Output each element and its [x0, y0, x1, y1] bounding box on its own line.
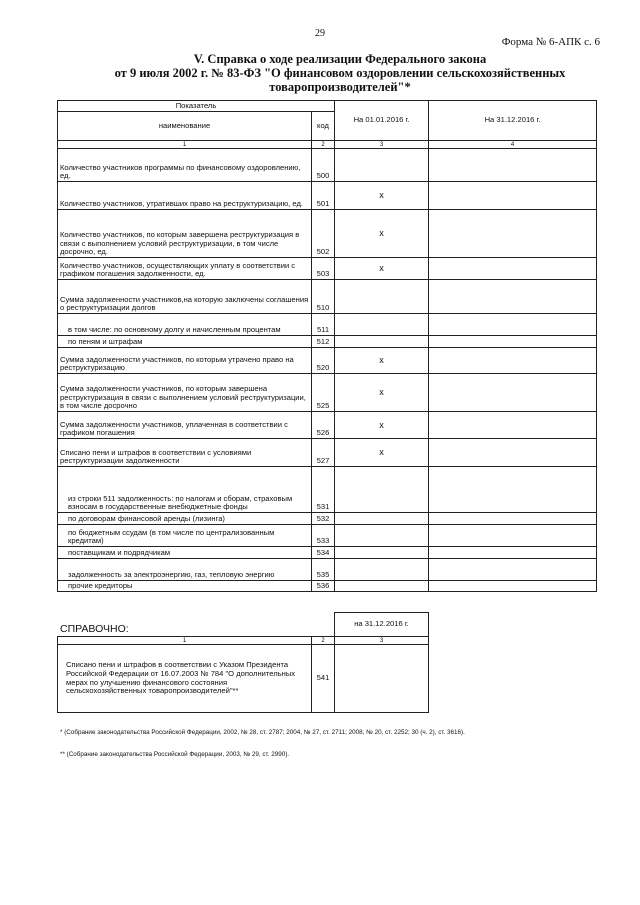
- row-code: 532: [312, 513, 335, 525]
- row-value-end: [429, 439, 597, 467]
- row-value-end: [429, 581, 597, 592]
- row-code: 531: [312, 467, 335, 513]
- row-value-start: x: [335, 258, 429, 280]
- main-table: [57, 100, 597, 592]
- footnote: * (Собрание законодательства Российской Федерации, 2002, № 28, ст. 2787; 2004, № 27, ст. 2711; 2008, № 20, ст. 2252; 30 (ч. 2), ст. 3616).: [60, 729, 465, 736]
- row-code: 534: [312, 547, 335, 559]
- row-value-end: [429, 348, 597, 374]
- footnote: ** (Собрание законодательства Российской Федерации, 2003, № 29, ст. 2990).: [60, 751, 290, 758]
- row-value-end: [429, 210, 597, 258]
- row-code: 520: [312, 348, 335, 374]
- table-row: [58, 149, 597, 182]
- row-value-end: [429, 559, 597, 581]
- form-reference: Форма № 6-АПК с. 6: [501, 36, 600, 48]
- row-name: Сумма задолженности участников, уплаченная в соответствии с графиком погашения: [58, 412, 312, 439]
- row-value-start: [335, 467, 429, 513]
- row-value-start: x: [335, 439, 429, 467]
- row-value-end: [429, 467, 597, 513]
- header-col-2016-end: На 31.12.2016 г.: [429, 101, 597, 141]
- col-number: 2: [312, 637, 335, 645]
- row-code: 512: [312, 336, 335, 348]
- row-value-end: [429, 258, 597, 280]
- col-number: 3: [335, 637, 429, 645]
- row-value-end: [429, 547, 597, 559]
- reference-row-name: Списано пени и штрафов в соответствии с Указом Президента Российской Федерации от 16.07.2003 № 784 "О дополнительных мерах по улучшению финансового состояния сельскохозяйственных товаропроизводителей"**: [58, 645, 312, 713]
- table-row: [58, 348, 597, 374]
- row-value-end: [429, 182, 597, 210]
- table-row: [58, 547, 597, 559]
- table-row: [58, 412, 597, 439]
- row-value-start: [335, 581, 429, 592]
- row-code: 510: [312, 280, 335, 314]
- row-name: прочие кредиторы: [58, 581, 312, 592]
- row-code: 527: [312, 439, 335, 467]
- table-row: [58, 581, 597, 592]
- row-name: Сумма задолженности участников,на которую заключены соглашения о реструктуризации долгов: [58, 280, 312, 314]
- row-value-start: [335, 280, 429, 314]
- title-line-3: товаропроизводителей"*: [269, 80, 411, 94]
- table-row: [58, 439, 597, 467]
- reference-spacer: [312, 613, 335, 637]
- title-line-1: V. Справка о ходе реализации Федерального закона: [193, 52, 487, 66]
- col-number: 2: [312, 141, 335, 149]
- row-name: по договорам финансовой аренды (лизинга): [58, 513, 312, 525]
- page-number: 29: [315, 28, 325, 39]
- row-value-end: [429, 336, 597, 348]
- row-value-end: [429, 412, 597, 439]
- row-value-end: [429, 525, 597, 547]
- row-value-start: [335, 149, 429, 182]
- reference-row-value: [335, 645, 429, 713]
- row-name: по пеням и штрафам: [58, 336, 312, 348]
- row-name: Списано пени и штрафов в соответствии с условиями реструктуризации задолженности: [58, 439, 312, 467]
- row-code: 502: [312, 210, 335, 258]
- row-code: 503: [312, 258, 335, 280]
- header-indicator: Показатель: [58, 101, 335, 112]
- row-code: 501: [312, 182, 335, 210]
- row-value-start: [335, 559, 429, 581]
- reference-table: [57, 612, 429, 713]
- row-name: Сумма задолженности участников, по которым завершена реструктуризация в связи с выполнением условий реструктуризации, в том числе досрочно: [58, 374, 312, 412]
- row-value-end: [429, 513, 597, 525]
- table-row: [58, 513, 597, 525]
- header-col-2016-start: На 01.01.2016 г.: [335, 101, 429, 141]
- row-value-start: [335, 314, 429, 336]
- row-code: 535: [312, 559, 335, 581]
- table-row: [58, 314, 597, 336]
- table-row: [58, 182, 597, 210]
- row-value-start: [335, 513, 429, 525]
- row-value-start: x: [335, 182, 429, 210]
- row-code: 525: [312, 374, 335, 412]
- reference-row-code: 541: [312, 645, 335, 713]
- table-row: [58, 559, 597, 581]
- row-value-start: x: [335, 374, 429, 412]
- row-name: Количество участников, осуществляющих уплату в соответствии с графиком погашения задолженности, ед.: [58, 258, 312, 280]
- row-code: 526: [312, 412, 335, 439]
- row-value-start: x: [335, 348, 429, 374]
- table-row: [58, 374, 597, 412]
- row-code: 511: [312, 314, 335, 336]
- row-code: 500: [312, 149, 335, 182]
- col-number: 3: [335, 141, 429, 149]
- row-name: Сумма задолженности участников, по которым утрачено право на реструктуризацию: [58, 348, 312, 374]
- row-value-end: [429, 314, 597, 336]
- row-value-start: x: [335, 210, 429, 258]
- row-value-end: [429, 280, 597, 314]
- row-code: 533: [312, 525, 335, 547]
- col-number: 1: [58, 637, 312, 645]
- row-code: 536: [312, 581, 335, 592]
- header-code: код: [312, 112, 335, 141]
- title-line-2: от 9 июля 2002 г. № 83-ФЗ "О финансовом оздоровлении сельскохозяйственных: [114, 66, 566, 80]
- row-value-start: [335, 525, 429, 547]
- row-name: в том числе: по основному долгу и начисленным процентам: [58, 314, 312, 336]
- table-row: [58, 336, 597, 348]
- row-name: Количество участников, утративших право на реструктуризацию, ед.: [58, 182, 312, 210]
- table-row: [58, 525, 597, 547]
- row-value-end: [429, 374, 597, 412]
- reference-col-header: на 31.12.2016 г.: [335, 613, 429, 637]
- row-name: Количество участников, по которым завершена реструктуризация в связи с выполнением условий реструктуризации, в том числе досрочно, ед.: [58, 210, 312, 258]
- row-value-end: [429, 149, 597, 182]
- row-name: Количество участников программы по финансовому оздоровлению, ед.: [58, 149, 312, 182]
- row-name: поставщикам и подрядчикам: [58, 547, 312, 559]
- col-number: 1: [58, 141, 312, 149]
- table-row: [58, 210, 597, 258]
- header-name: наименование: [58, 112, 312, 141]
- page-title: [60, 52, 620, 94]
- row-name: по бюджетным ссудам (в том числе по централизованным кредитам): [58, 525, 312, 547]
- row-name: задолженность за электроэнергию, газ, тепловую энергию: [58, 559, 312, 581]
- table-row: [58, 645, 429, 713]
- row-value-start: [335, 547, 429, 559]
- table-row: [58, 467, 597, 513]
- table-row: [58, 258, 597, 280]
- reference-spacer: [58, 613, 312, 637]
- reference-label: СПРАВОЧНО:: [60, 623, 129, 635]
- col-number: 4: [429, 141, 597, 149]
- row-name: из строки 511 задолженность: по налогам и сборам, страховым взносам в государственные внебюджетные фонды: [58, 467, 312, 513]
- row-value-start: [335, 336, 429, 348]
- table-row: [58, 280, 597, 314]
- row-value-start: x: [335, 412, 429, 439]
